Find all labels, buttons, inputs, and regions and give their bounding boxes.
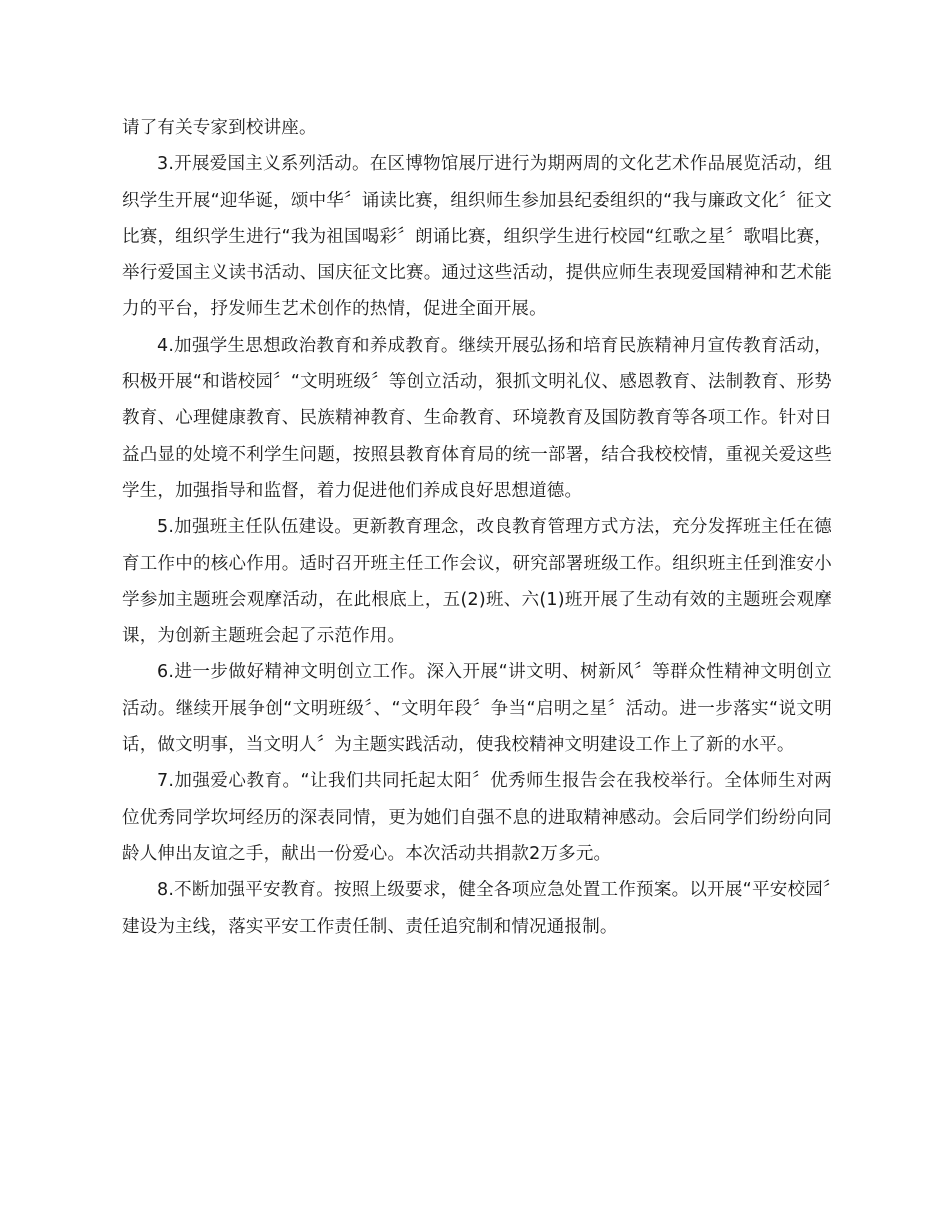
document-body xyxy=(122,110,832,945)
paragraph-caring-education: 7.加强爱心教育。“让我们共同托起太阳〞优秀师生报告会在我校举行。全体师生对两位优秀同学坎坷经历的深表同情，更为她们自强不息的进取精神感动。会后同学们纷纷向同龄人伸出友谊之手，献出一份爱心。本次活动共捐款2万多元。 xyxy=(122,771,832,864)
paragraph-continuation: 请了有关专家到校讲座。 xyxy=(122,118,317,138)
paragraph-safety-education: 8.不断加强平安教育。按照上级要求，健全各项应急处置工作预案。以开展“平安校园〞建设为主线，落实平安工作责任制、责任追究制和情况通报制。 xyxy=(122,880,832,937)
paragraph-class-teacher-team: 5.加强班主任队伍建设。更新教育理念，改良教育管理方式方法，充分发挥班主任在德育工作中的核心作用。适时召开班主任工作会议，研究部署班级工作。组织班主任到淮安小学参加主题班会观摩活动，在此根底上，五(2)班、六(1)班开展了生动有效的主题班会观摩课，为创新主题班会起了示范作用。 xyxy=(122,517,832,647)
paragraph-patriotism-activities: 3.开展爱国主义系列活动。在区博物馆展厅进行为期两周的文化艺术作品展览活动，组织学生开展“迎华诞，颂中华〞诵读比赛，组织师生参加县纪委组织的“我与廉政文化〞征文比赛，组织学生进行“我为祖国喝彩〞朗诵比赛，组织学生进行校园“红歌之星〞歌唱比赛，举行爱国主义读书活动、国庆征文比赛。通过这些活动，提供应师生表现爱国精神和艺术能力的平台，抒发师生艺术创作的热情，促进全面开展。 xyxy=(122,154,832,320)
paragraph-civilization-building: 6.进一步做好精神文明创立工作。深入开展“讲文明、树新风〞等群众性精神文明创立活动。继续开展争创“文明班级〞、“文明年段〞争当“启明之星〞活动。进一步落实“说文明话，做文明事，当文明人〞为主题实践活动，使我校精神文明建设工作上了新的水平。 xyxy=(122,662,832,756)
paragraph-moral-education: 4.加强学生思想政治教育和养成教育。继续开展弘扬和培育民族精神月宣传教育活动，积极开展“和谐校园〞“文明班级〞等创立活动，狠抓文明礼仪、感恩教育、法制教育、形势教育、心理健康教育、民族精神教育、生命教育、环境教育及国防教育等各项工作。针对日益凸显的处境不利学生问题，按照县教育体育局的统一部署，结合我校校情，重视关爱这些学生，加强指导和监督，着力促进他们养成良好思想道德。 xyxy=(122,335,832,501)
